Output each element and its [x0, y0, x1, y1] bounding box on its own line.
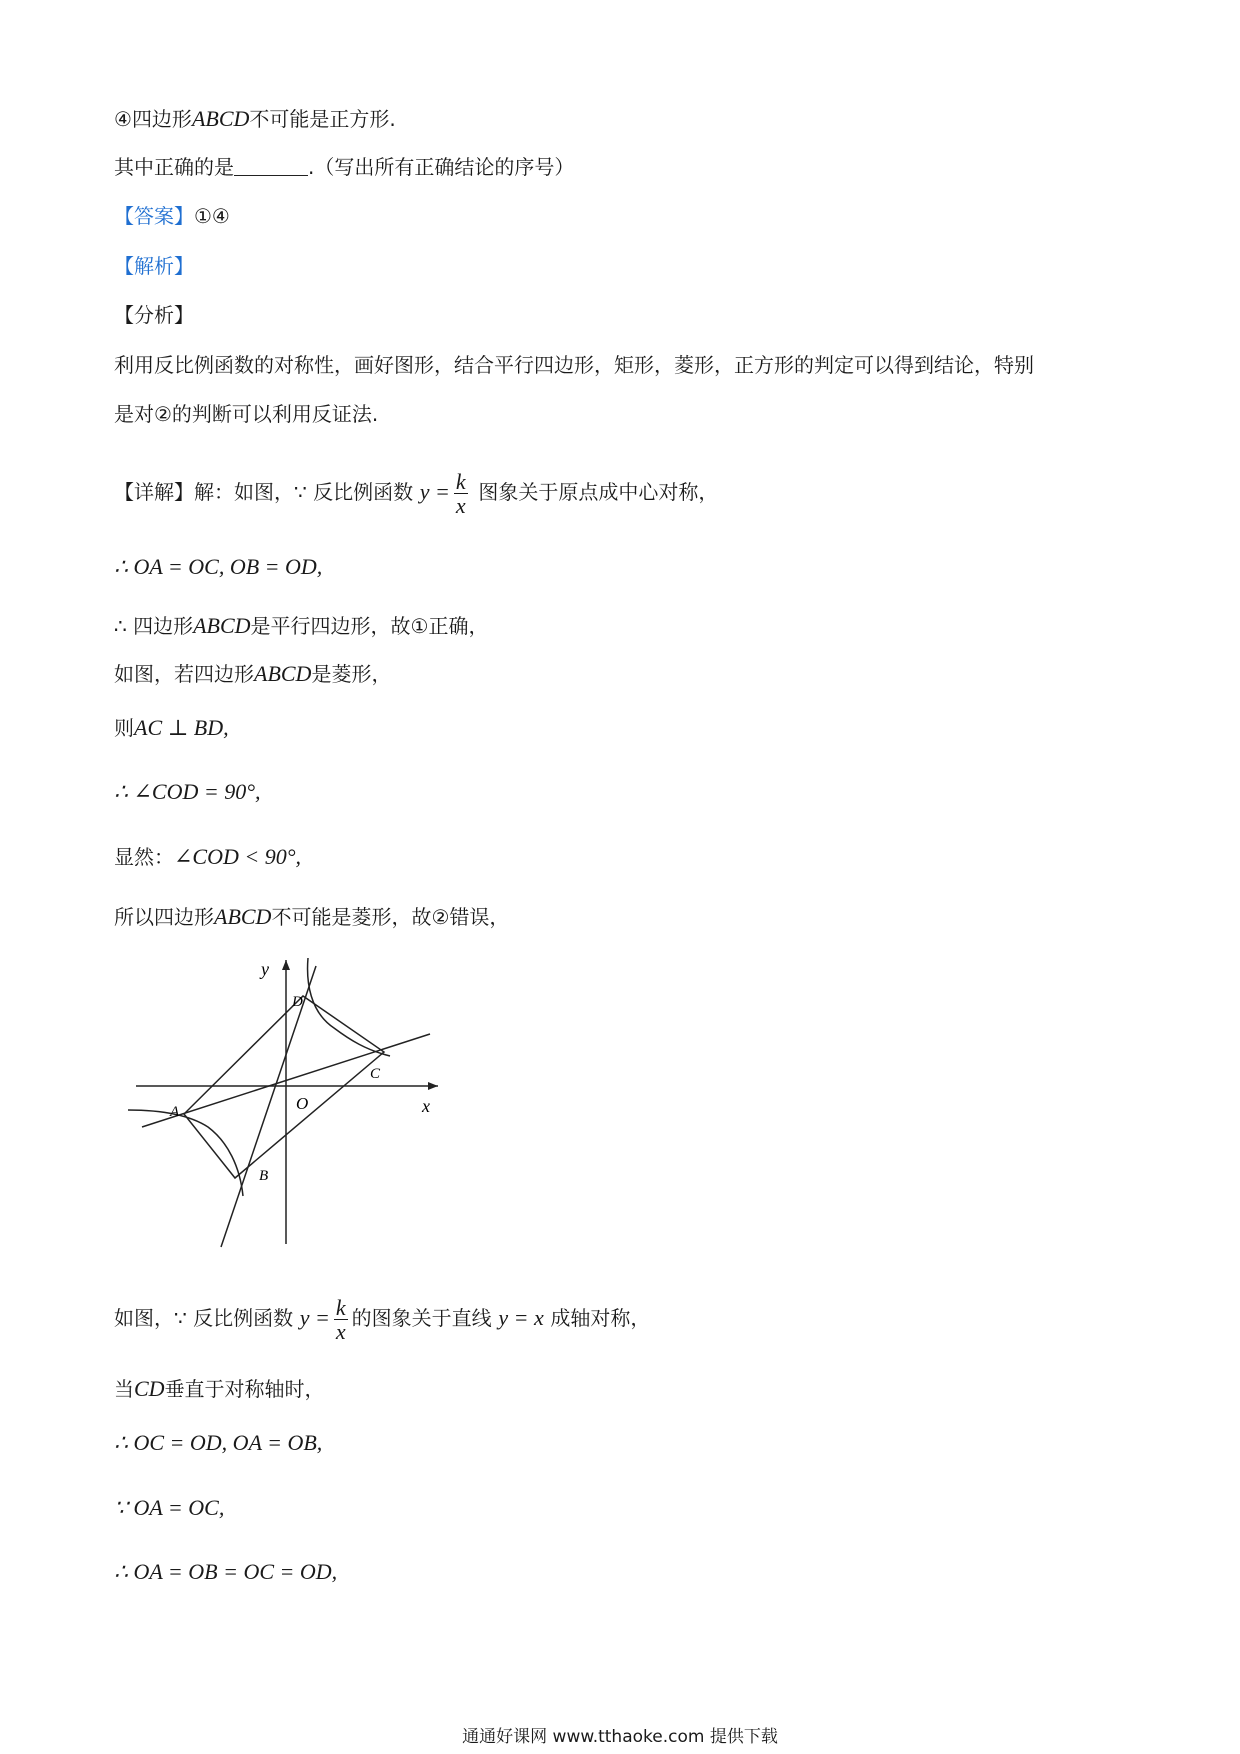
x-axis-label: x: [422, 1096, 430, 1116]
cd-perpendicular-line: 当CD垂直于对称轴时，: [114, 1376, 325, 1401]
x-axis-arrow: [428, 1082, 438, 1090]
obvious-line: 显然：∠COD < 90°,: [114, 844, 302, 869]
y-axis-label: y: [261, 959, 269, 979]
hyperbola-figure: [128, 952, 446, 1252]
detail-line: 【详解】解：如图，∵ 反比例函数 y = $\frac{k}{x}$ 图象关于原点成中心对称，: [114, 468, 719, 518]
conclusion-4: ④四边形ABCD不可能是正方形.: [114, 106, 396, 131]
circled-number: ④: [114, 107, 132, 131]
axial-symmetry-line: 如图，∵ 反比例函数 y = $\frac{k}{x}$ 的图象关于直线 y = x 成轴对称，: [114, 1294, 651, 1344]
answer-line: [114, 201, 230, 231]
rhombus-conclusion: 所以四边形ABCD不可能是菱形，故②错误，: [114, 904, 510, 929]
question-prompt: 其中正确的是 .（写出所有正确结论的序号）: [114, 155, 575, 179]
detail-label: 【详解】: [114, 480, 194, 504]
all-equal-line: ∴ OA = OB = OC = OD,: [114, 1559, 338, 1584]
y-axis-arrow: [282, 960, 290, 970]
analysis-text-1: 利用反比例函数的对称性，画好图形，结合平行四边形，矩形，菱形，正方形的判定可以得到结论，特别: [114, 353, 1034, 377]
point-a-label: A: [170, 1104, 180, 1120]
answer-label: 【答案】: [114, 204, 194, 228]
quadrilateral-abcd: [184, 996, 384, 1178]
fraction-k-over-x-2: $\frac{k}{x}$: [335, 1294, 346, 1344]
equation-line: ∴ OA = OC, OB = OD,: [114, 554, 323, 579]
angle-line: ∴ ∠COD = 90°,: [114, 779, 261, 804]
footer-watermark: 通通好课网 www.tthaoke.com 提供下载: [462, 1727, 778, 1747]
perpendicular-line: 则AC ⊥ BD,: [114, 715, 229, 740]
point-d-label: D: [292, 994, 303, 1010]
hyperbola-branch-2: [128, 1110, 243, 1196]
quadrilateral-name: ABCD: [191, 106, 250, 131]
point-b-label: B: [259, 1168, 269, 1184]
analysis-heading: 【解析】: [114, 254, 194, 278]
because-line: ∵ OA = OC,: [114, 1495, 225, 1520]
point-c-label: C: [370, 1066, 381, 1082]
answer-blank: [234, 153, 308, 176]
rhombus-assumption: 如图，若四边形ABCD是菱形，: [114, 661, 392, 686]
fenxi-heading: 【分析】: [114, 303, 194, 327]
parallelogram-line: ∴ 四边形ABCD是平行四边形，故①正确，: [114, 613, 489, 638]
analysis-text-2: 是对②的判断可以利用反证法.: [114, 402, 379, 426]
answer-value: ①④: [194, 204, 230, 228]
equal-segments-line: ∴ OC = OD, OA = OB,: [114, 1430, 323, 1455]
origin-label: O: [296, 1094, 309, 1113]
fraction-k-over-x: $\frac{k}{x}$: [455, 468, 466, 518]
